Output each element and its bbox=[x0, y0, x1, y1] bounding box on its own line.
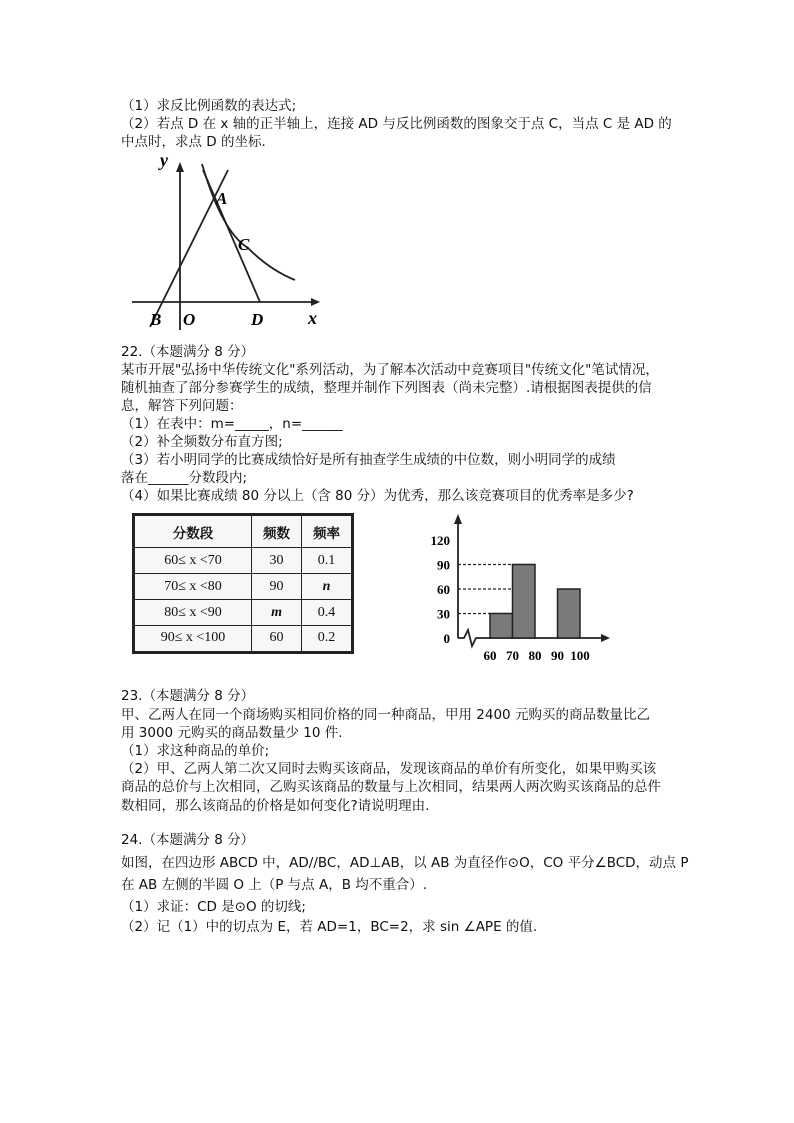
label-b: B bbox=[150, 310, 162, 329]
table-row bbox=[135, 625, 352, 651]
q23-title: 23.（本题满分 8 分） bbox=[121, 688, 255, 704]
table-cell-rate: 0.4 bbox=[302, 600, 352, 626]
table-cell-range: 60≤ x <70 bbox=[135, 548, 252, 574]
label-c: C bbox=[238, 235, 250, 254]
table-row bbox=[135, 600, 352, 626]
x-tick-label: 60 bbox=[483, 648, 497, 663]
q24-title: 24.（本题满分 8 分） bbox=[121, 832, 255, 848]
label-a: A bbox=[216, 189, 228, 208]
x-tick-label: 100 bbox=[570, 648, 590, 663]
x-tick-label: 70 bbox=[506, 648, 519, 663]
hist-x-arrow bbox=[601, 634, 610, 642]
frequency-table bbox=[132, 513, 354, 654]
q22-sub3: （3）若小明同学的比赛成绩恰好是所有抽查学生成绩的中位数，则小明同学的成绩 bbox=[121, 452, 616, 468]
y-tick-label: 0 bbox=[443, 631, 450, 646]
hist-y-arrow bbox=[454, 514, 462, 524]
label-d: D bbox=[251, 310, 264, 329]
q24-sub1: （1）求证：CD 是⊙O 的切线; bbox=[121, 899, 306, 915]
q21-sub2-cont: 中点时，求点 D 的坐标. bbox=[121, 134, 266, 150]
q23-sub1: （1）求这种商品的单价; bbox=[121, 743, 270, 759]
q22-title: 22.（本题满分 8 分） bbox=[121, 344, 255, 360]
q22-sub3-cont: 落在______分数段内; bbox=[121, 470, 248, 486]
q24-para2: 在 AB 左侧的半圆 O 上（P 与点 A，B 均不重合）. bbox=[121, 877, 428, 893]
table-row bbox=[135, 548, 352, 574]
label-x: x bbox=[308, 308, 317, 328]
table-row bbox=[135, 574, 352, 600]
y-axis-arrow bbox=[176, 162, 184, 172]
q23-sub2-cont1: 商品的总价与上次相同，乙购买该商品的数量与上次相同，结果两人两次购买该商品的总件 bbox=[121, 779, 661, 795]
table-cell-count: 60 bbox=[252, 625, 302, 651]
q22-sub2: （2）补全频数分布直方图; bbox=[121, 434, 283, 450]
table-cell-rate: n bbox=[302, 574, 352, 600]
q22-sub4: （4）如果比赛成绩 80 分以上（含 80 分）为优秀，那么该竞赛项目的优秀率是多少? bbox=[121, 488, 634, 504]
frequency-histogram bbox=[420, 510, 620, 670]
table-cell-count: 30 bbox=[252, 548, 302, 574]
label-o: O bbox=[183, 310, 196, 329]
histogram-bar bbox=[490, 614, 513, 639]
table-cell-rate: 0.2 bbox=[302, 625, 352, 651]
table-cell-range: 80≤ x <90 bbox=[135, 600, 252, 626]
q22-sub1: （1）在表中：m=_____，n=______ bbox=[121, 416, 343, 432]
line-ad bbox=[203, 170, 260, 302]
y-tick-label: 60 bbox=[437, 582, 450, 597]
table-cell-range: 70≤ x <80 bbox=[135, 574, 252, 600]
q21-sub1: （1）求反比例函数的表达式; bbox=[121, 98, 297, 114]
label-y: y bbox=[160, 152, 168, 170]
table-cell-count: 90 bbox=[252, 574, 302, 600]
q24-para1: 如图，在四边形 ABCD 中，AD//BC，AD⊥AB，以 AB 为直径作⊙O，CO 平分∠BCD，动点 P bbox=[121, 855, 689, 871]
q23-para2: 用 3000 元购买的商品数量少 10 件. bbox=[121, 725, 343, 741]
q21-sub2: （2）若点 D 在 x 轴的正半轴上，连接 AD 与反比例函数的图象交于点 C，当点 C 是 AD 的 bbox=[121, 116, 672, 132]
table-header: 分数段 bbox=[135, 516, 252, 548]
table-header-row bbox=[135, 516, 352, 548]
q23-sub2: （2）甲、乙两人第二次又同时去购买该商品，发现该商品的单价有所变化，如果甲购买该 bbox=[121, 761, 657, 777]
y-tick-label: 120 bbox=[430, 533, 450, 548]
x-axis-arrow bbox=[311, 298, 320, 306]
q22-para1: 某市开展"弘扬中华传统文化"系列活动，为了解本次活动中竞赛项目"传统文化"笔试情况， bbox=[121, 362, 659, 378]
q21-function-graph bbox=[130, 152, 330, 332]
q23-para1: 甲、乙两人在同一个商场购买相同价格的同一种商品，甲用 2400 元购买的商品数量比乙 bbox=[121, 707, 650, 723]
q22-para3: 息，解答下列问题： bbox=[121, 398, 243, 414]
histogram-bar bbox=[513, 565, 536, 639]
y-tick-label: 90 bbox=[437, 557, 450, 573]
x-tick-label: 80 bbox=[528, 648, 542, 663]
table-header: 频数 bbox=[252, 516, 302, 548]
table-header: 频率 bbox=[302, 516, 352, 548]
y-tick-label: 30 bbox=[437, 606, 450, 622]
table-cell-rate: 0.1 bbox=[302, 548, 352, 574]
q23-sub2-cont2: 数相同，那么该商品的价格是如何变化?请说明理由. bbox=[121, 798, 430, 814]
table-cell-count: m bbox=[252, 600, 302, 626]
q22-para2: 随机抽查了部分参赛学生的成绩，整理并制作下列图表（尚未完整）.请根据图表提供的信 bbox=[121, 380, 652, 396]
x-tick-label: 90 bbox=[551, 648, 564, 663]
hyperbola-curve bbox=[202, 164, 295, 280]
q24-sub2: （2）记（1）中的切点为 E，若 AD=1，BC=2，求 sin ∠APE 的值. bbox=[121, 919, 538, 935]
table-cell-range: 90≤ x <100 bbox=[135, 625, 252, 651]
histogram-bar bbox=[558, 589, 581, 638]
